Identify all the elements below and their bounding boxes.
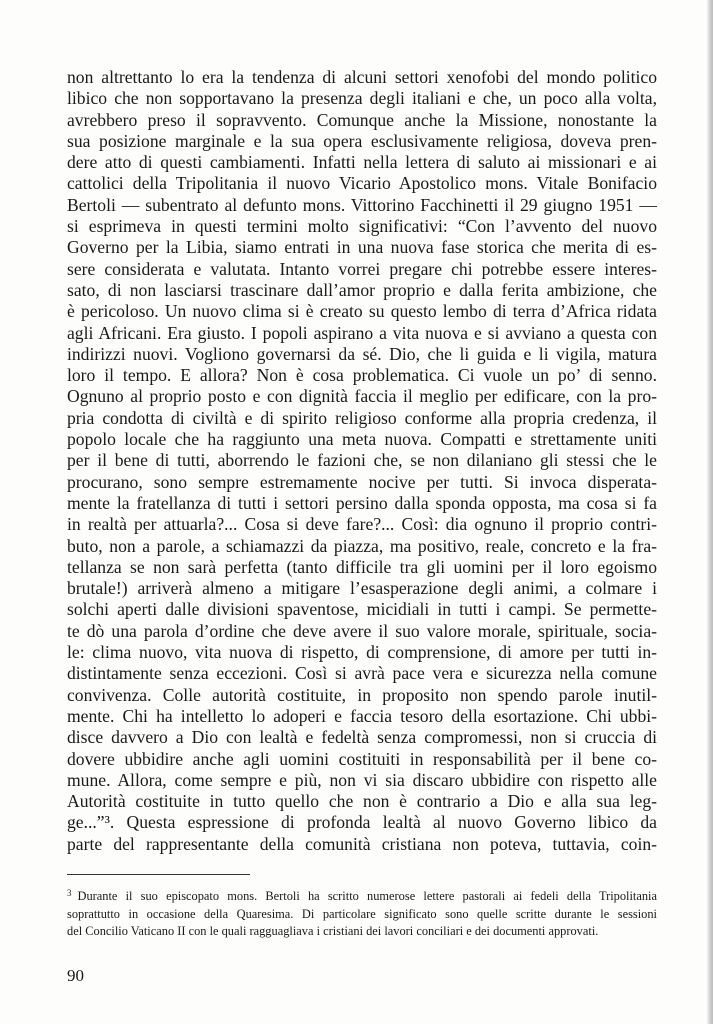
body-line: Autorità costituite in tutto quello che non è contrario a Dio e alla sua leg- (67, 791, 657, 812)
body-line: Bertoli — subentrato al defunto mons. Vittorino Facchinetti il 29 giugno 1951 — (67, 194, 657, 215)
body-line: procurano, sono sempre estremamente nocive per tutti. Si invoca disperata- (67, 471, 657, 492)
body-line: parte del rappresentante della comunità cristiana non poteva, tuttavia, coin- (67, 833, 657, 854)
body-line: sua posizione marginale e la sua opera esclusivamente religiosa, doveva pren- (67, 130, 657, 151)
body-line: distintamente senza eccezioni. Così si avrà pace vera e sicurezza nella comune (67, 663, 657, 684)
footnote-line-3: del Concilio Vaticano II con le quali ragguagliava i cristiani dei lavori conciliari e dei documenti approvati. (67, 924, 599, 938)
body-line: pria condotta di civiltà e di spirito religioso conforme alla propria credenza, il (67, 407, 657, 428)
body-line: cattolici della Tripolitania il nuovo Vicario Apostolico mons. Vitale Bonifacio (67, 173, 657, 194)
body-line: indirizzi nuovi. Vogliono governarsi da sé. Dio, che li guida e li vigila, matura (67, 343, 657, 364)
body-line: sere considerata e valutata. Intanto vorrei pregare chi potrebbe essere interes- (67, 258, 657, 279)
body-line: buto, non a parole, a schiamazzi da piazza, ma positivo, reale, concreto e la fra- (67, 535, 657, 556)
footnote-separator (67, 874, 250, 875)
body-line: brutale!) arriverà almeno a mitigare l’esasperazione degli animi, a colmare i (67, 578, 657, 599)
body-text (67, 67, 657, 855)
footnote-number: 3 (67, 888, 72, 898)
body-line: avrebbero preso il sopravvento. Comunque anche la Missione, nonostante la (67, 109, 657, 130)
body-line: dere atto di questi cambiamenti. Infatti nella lettera di saluto ai missionari e ai (67, 152, 657, 173)
body-line: convivenza. Colle autorità costituite, in proposito non spendo parole inutil- (67, 684, 657, 705)
body-line: mente la fratellanza di tutti i settori persino dalla sponda opposta, ma cosa si fa (67, 492, 657, 513)
scan-page-edge (706, 0, 713, 1024)
body-line: si esprimeva in questi termini molto significativi: “Con l’avvento del nuovo (67, 216, 657, 237)
footnote-line-2: soprattutto in occasione della Quaresima. Di particolare significato sono quelle scritte durante le sessioni (67, 906, 657, 921)
body-line: agli Africani. Era giusto. I popoli aspirano a vita nuova e si avviano a questa con (67, 322, 657, 343)
body-line: in realtà per attuarla?... Cosa si deve fare?... Così: dia ognuno il proprio contri- (67, 514, 657, 535)
body-line: disce davvero a Dio con lealtà e fedeltà senza compromessi, non si cruccia di (67, 727, 657, 748)
body-line: solchi aperti dalle divisioni spaventose, micidiali in tutti i campi. Se permette- (67, 599, 657, 620)
body-line: sato, di non lasciarsi trascinare dall’amor proprio e dalla ferita ambizione, che (67, 279, 657, 300)
body-line: Governo per la Libia, siamo entrati in una nuova fase storica che merita di es- (67, 237, 657, 258)
body-line: tellanza se non sarà perfetta (tanto difficile tra gli uomini per il loro egoismo (67, 556, 657, 577)
body-line: loro il tempo. E allora? Non è cosa problematica. Ci vuole un po’ di senno. (67, 365, 657, 386)
body-line: dovere ubbidire anche agli uomini costituiti in responsabilità per il bene co- (67, 748, 657, 769)
body-line: non altrettanto lo era la tendenza di alcuni settori xenofobi del mondo politico (67, 67, 657, 87)
body-line: per il bene di tutti, aborrendo le fazioni che, se non dilaniano gli stessi che le (67, 450, 657, 471)
body-line: le: clima nuovo, vita nuova di rispetto, di comprensione, di amore per tutti in- (67, 642, 657, 663)
footnote-text: Durante il suo episcopato mons. Bertoli ha scritto numerose lettere pastorali ai fedeli della Tripolitania (77, 889, 657, 903)
body-line: te dò una parola d’ordine che deve avere il suo valore morale, spirituale, socia- (67, 620, 657, 641)
body-line: mente. Chi ha intelletto lo adoperi e faccia tesoro della esortazione. Chi ubbi- (67, 705, 657, 726)
body-line: Ognuno al proprio posto e con dignità faccia il meglio per edificare, con la pro- (67, 386, 657, 407)
footnote-line-1 (67, 885, 657, 906)
page-number: 90 (67, 966, 84, 985)
body-line: mune. Allora, come sempre e più, non vi sia discaro ubbidire con rispetto alle (67, 769, 657, 790)
body-line: è pericoloso. Un nuovo clima si è creato su questo lembo di terra d’Africa ridata (67, 301, 657, 322)
body-line: libico che non sopportavano la presenza degli italiani e che, un poco alla volta, (67, 88, 657, 109)
body-line: ge...”³. Questa espressione di profonda lealtà al nuovo Governo libico da (67, 812, 657, 833)
footnote-3 (67, 885, 657, 941)
body-line: popolo locale che ha raggiunto una meta nuova. Compatti e strettamente uniti (67, 429, 657, 450)
